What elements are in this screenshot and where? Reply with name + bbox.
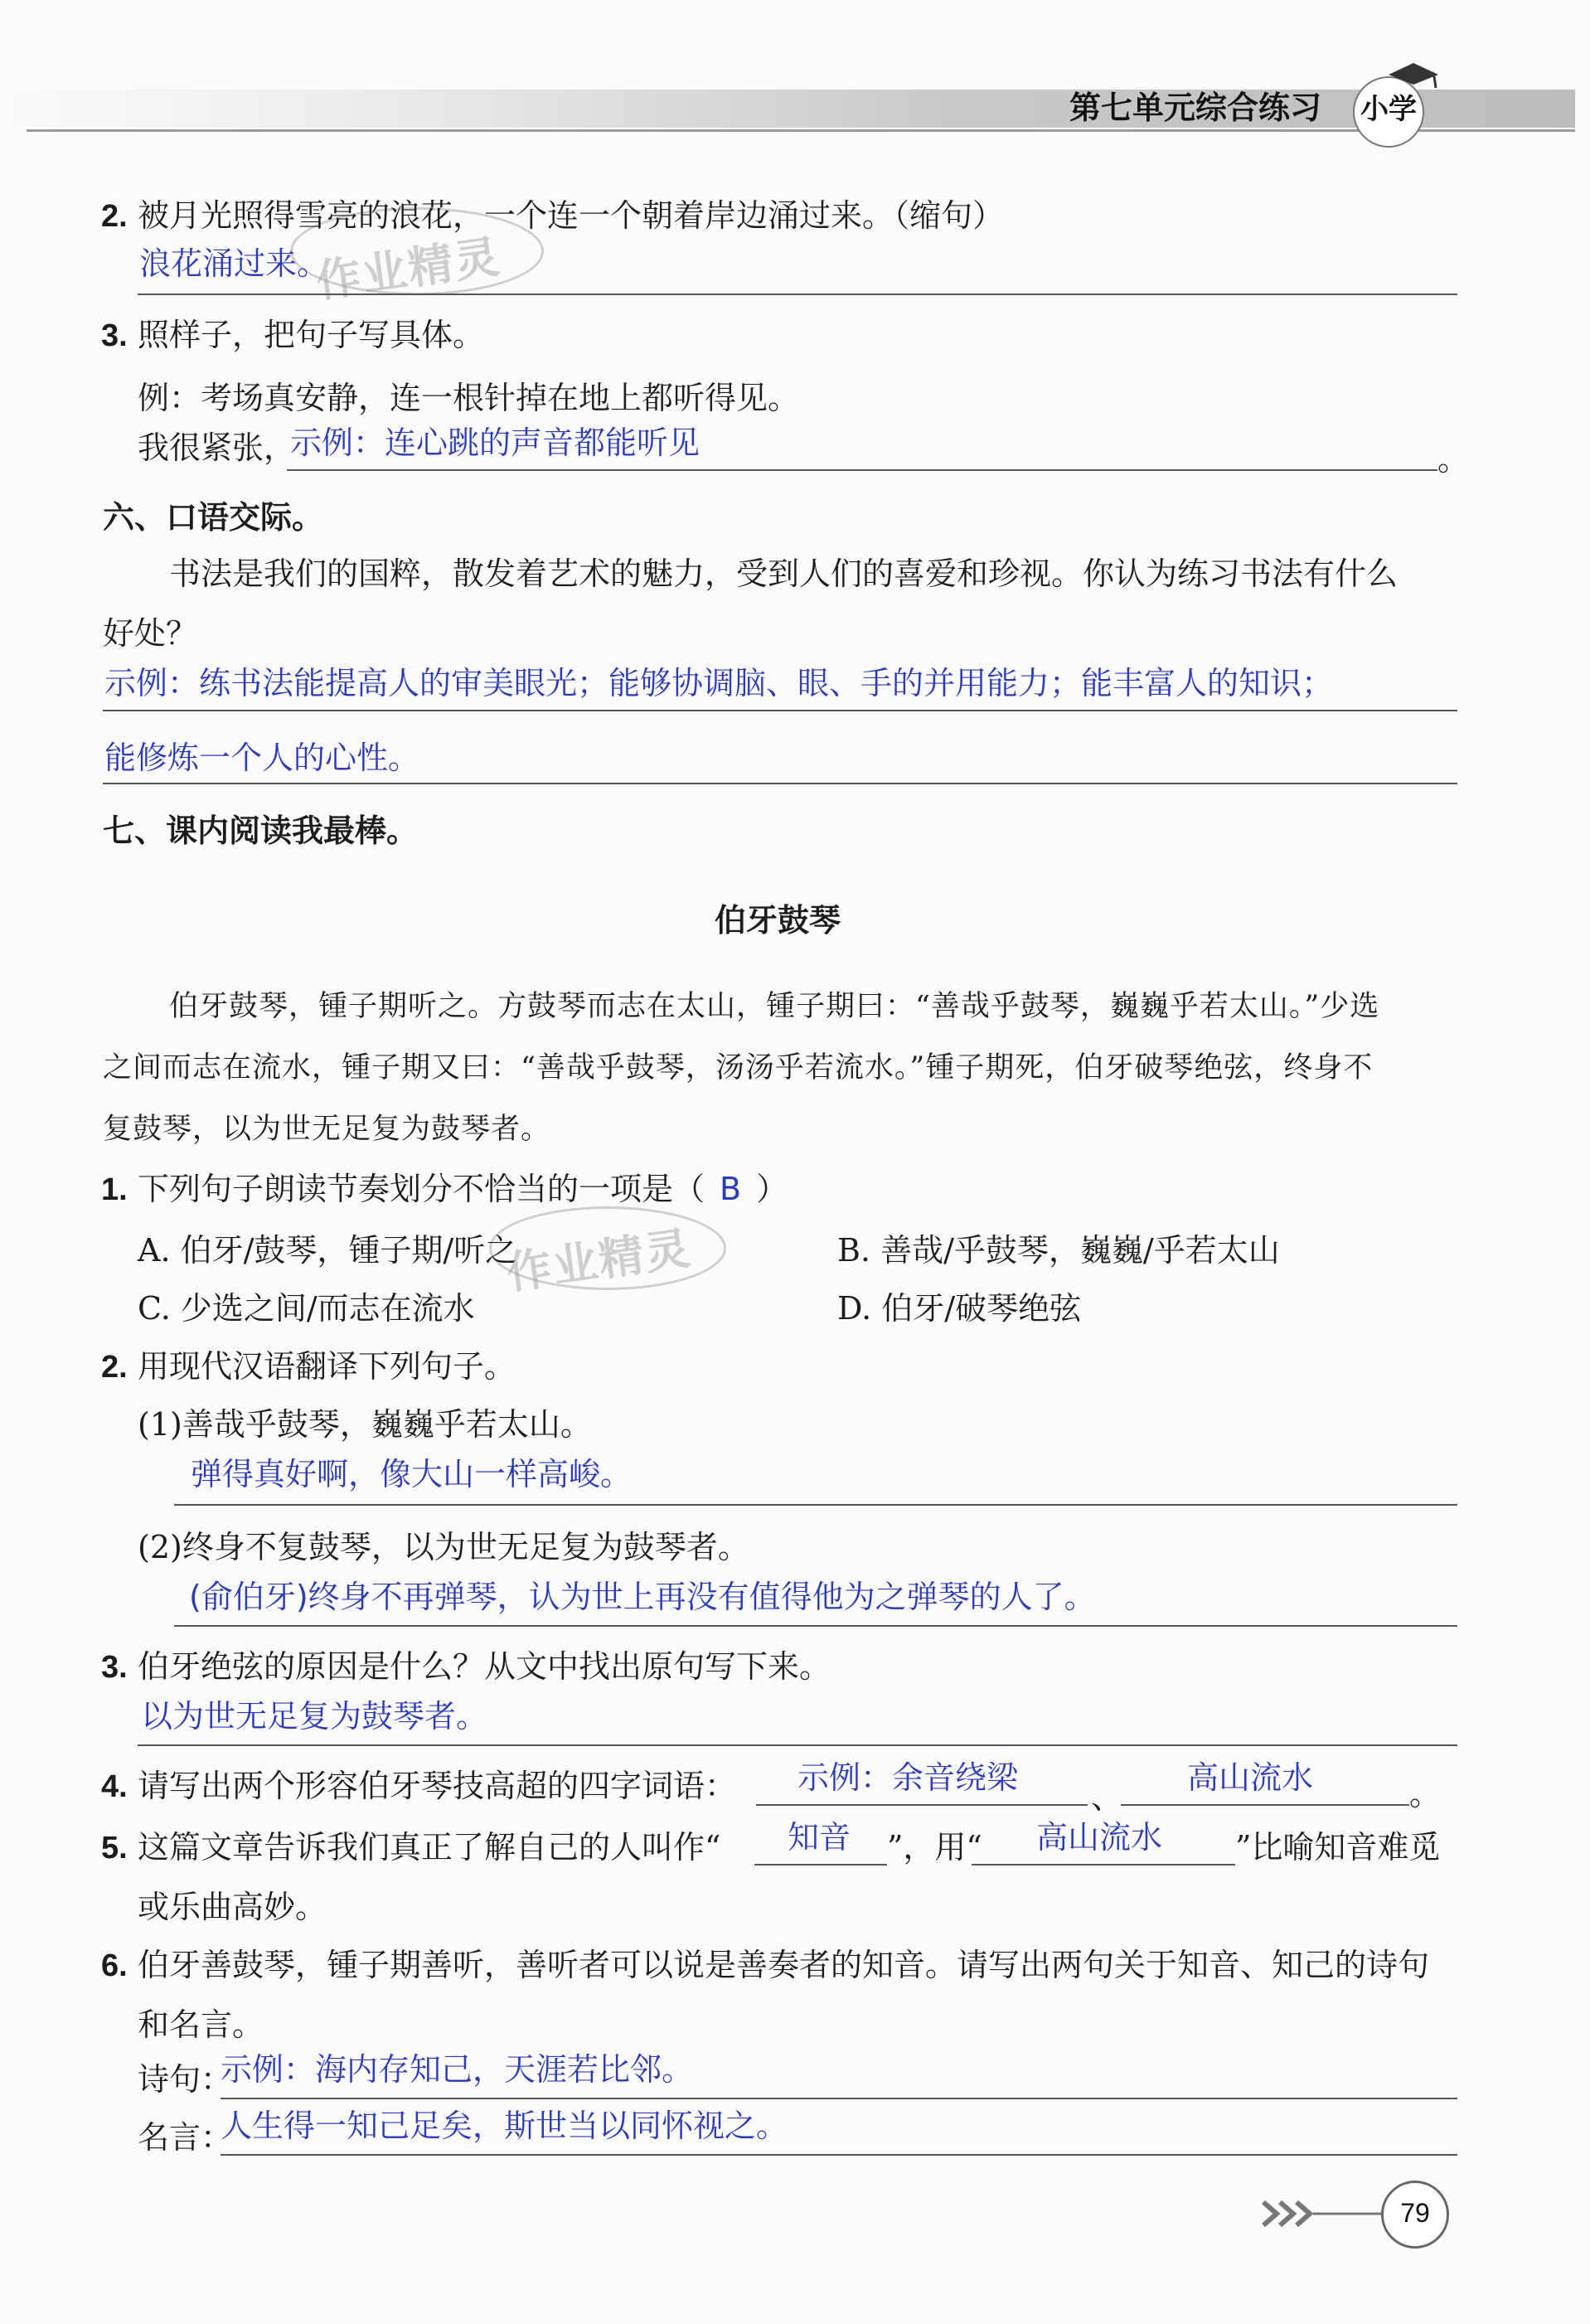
r2-sentence1: (1)善哉乎鼓琴，巍巍乎若太山。	[138, 1406, 592, 1443]
r4-answer1[interactable]: 示例：余音绕梁	[797, 1759, 1019, 1796]
r2-answer2-line	[174, 1625, 1457, 1627]
section7-title: 七、课内阅读我最棒。	[103, 813, 419, 849]
r1-option-d: D. 伯牙/破琴绝弦	[837, 1290, 1082, 1327]
r6-poem-answer[interactable]: 示例：海内存知己，天涯若比邻。	[221, 2051, 694, 2088]
r6-poem-label: 诗句：	[138, 2061, 233, 2098]
q3-answer[interactable]: 示例：连心跳的声音都能听见	[290, 425, 700, 461]
r1-answer[interactable]: B	[720, 1171, 742, 1207]
r6-poem-line	[221, 2098, 1457, 2099]
section6-paragraph-line1: 书法是我们的国粹，散发着艺术的魅力，受到人们的喜爱和珍视。你认为练习书法有什么	[169, 556, 1399, 592]
section6-rule1	[103, 710, 1457, 711]
graduation-cap-icon	[1384, 58, 1442, 91]
r5-answer1-line	[754, 1864, 887, 1866]
passage-title: 伯牙鼓琴	[715, 902, 841, 939]
r4-answer1-line	[756, 1804, 1088, 1806]
r4-separator: 、	[1091, 1779, 1123, 1816]
section6-title: 六、口语交际。	[103, 499, 324, 536]
r5-line2: 或乐曲高妙。	[138, 1889, 327, 1925]
page-number-badge	[1381, 2181, 1449, 2249]
r5-answer2[interactable]: 高山流水	[1036, 1819, 1163, 1856]
r2-answer1-line	[174, 1504, 1457, 1506]
r5-text-b: ”，用“	[887, 1829, 982, 1866]
r6-line1: 伯牙善鼓琴，锺子期善听，善听者可以说是善奏者的知音。请写出两句关于知音、知己的诗句	[138, 1947, 1430, 1983]
r3-answer-line	[138, 1744, 1457, 1746]
r6-line2: 和名言。	[138, 2006, 264, 2043]
r5-text-c: ”比喻知音难觅	[1235, 1829, 1441, 1866]
school-badge-text: 小学	[1360, 93, 1417, 126]
r2-answer2[interactable]: (俞伯牙)终身不再弹琴，认为世上再没有值得他为之弹琴的人了。	[189, 1579, 1096, 1615]
r1-option-b: B. 善哉/乎鼓琴，巍巍/乎若太山	[837, 1232, 1280, 1269]
header-bar	[0, 90, 1575, 128]
r6-saying-line	[221, 2154, 1457, 2156]
r6-number: 6.	[101, 1948, 128, 1983]
r1-text-a: 下列句子朗读节奏划分不恰当的一项是（	[138, 1171, 705, 1207]
chevrons-arrow-icon	[1260, 2197, 1384, 2230]
r3-text: 伯牙绝弦的原因是什么？从文中找出原句写下来。	[138, 1648, 831, 1685]
r3-number: 3.	[101, 1650, 128, 1685]
q2-answer-line	[138, 294, 1457, 295]
q3-suffix: 。	[1437, 441, 1470, 478]
section6-answer-line2[interactable]: 能修炼一个人的心性。	[104, 740, 420, 776]
r4-answer2-line	[1121, 1804, 1409, 1806]
r1-option-a: A. 伯牙/鼓琴，锺子期/听之	[138, 1232, 517, 1269]
r2-number: 2.	[101, 1350, 128, 1385]
r4-text: 请写出两个形容伯牙琴技高超的四字词语：	[138, 1768, 737, 1804]
r4-end: 。	[1409, 1776, 1442, 1812]
section6-answer-line1[interactable]: 示例：练书法能提高人的审美眼光；能够协调脑、眼、手的并用能力；能丰富人的知识；	[104, 665, 1334, 701]
section6-paragraph-line2: 好处？	[103, 615, 198, 652]
r4-answer2[interactable]: 高山流水	[1187, 1759, 1314, 1796]
r2-text: 用现代汉语翻译下列句子。	[138, 1348, 516, 1385]
r4-number: 4.	[101, 1769, 128, 1804]
q3-number: 3.	[101, 318, 128, 353]
header-divider	[27, 129, 1575, 132]
section6-rule2	[103, 783, 1457, 784]
passage-line1: 伯牙鼓琴，锺子期听之。方鼓琴而志在太山，锺子期曰：“善哉乎鼓琴，巍巍乎若太山。”少选	[169, 990, 1380, 1023]
r1-text-b: ）	[756, 1171, 788, 1207]
r3-answer[interactable]: 以为世无足复为鼓琴者。	[141, 1698, 488, 1735]
r2-sentence2: (2)终身不复鼓琴，以为世无足复为鼓琴者。	[138, 1529, 749, 1565]
passage-line2: 之间而志在流水，锺子期又曰：“善哉乎鼓琴，汤汤乎若流水。”锺子期死，伯牙破琴绝弦，终身不	[103, 1051, 1374, 1084]
r1-option-c: C. 少选之间/而志在流水	[138, 1290, 475, 1327]
q3-prefix: 我很紧张，	[138, 429, 296, 466]
r5-text-a: 这篇文章告诉我们真正了解自己的人叫作“	[138, 1829, 721, 1866]
r5-number: 5.	[101, 1831, 128, 1866]
watermark-top: 作业精灵	[313, 230, 504, 308]
q2-number: 2.	[101, 199, 128, 234]
r6-saying-label: 名言：	[138, 2119, 233, 2156]
watermark-middle: 作业精灵	[503, 1221, 695, 1300]
page-number: 79	[1400, 2198, 1430, 2228]
q3-example: 例：考场真安静，连一根针掉在地上都听得见。	[138, 380, 800, 416]
q3-answer-line	[287, 469, 1437, 471]
r2-answer1[interactable]: 弹得真好啊，像大山一样高峻。	[191, 1456, 633, 1492]
r5-answer2-line	[972, 1864, 1235, 1866]
q2-answer[interactable]: 浪花涌过来。	[139, 245, 329, 282]
q3-text: 照样子，把句子写具体。	[138, 317, 485, 353]
passage-line3: 复鼓琴，以为世无足复为鼓琴者。	[103, 1113, 551, 1146]
r6-saying-answer[interactable]: 人生得一知己足矣，斯世当以同怀视之。	[221, 2108, 788, 2144]
unit-title: 第七单元综合练习	[1069, 90, 1322, 126]
q2-text: 被月光照得雪亮的浪花，一个连一个朝着岸边涌过来。（缩句）	[138, 197, 1005, 234]
r1-text	[138, 1169, 788, 1209]
r5-answer1[interactable]: 知音	[788, 1819, 851, 1856]
r1-number: 1.	[101, 1172, 128, 1207]
watermark-middle-ring	[489, 1206, 726, 1290]
